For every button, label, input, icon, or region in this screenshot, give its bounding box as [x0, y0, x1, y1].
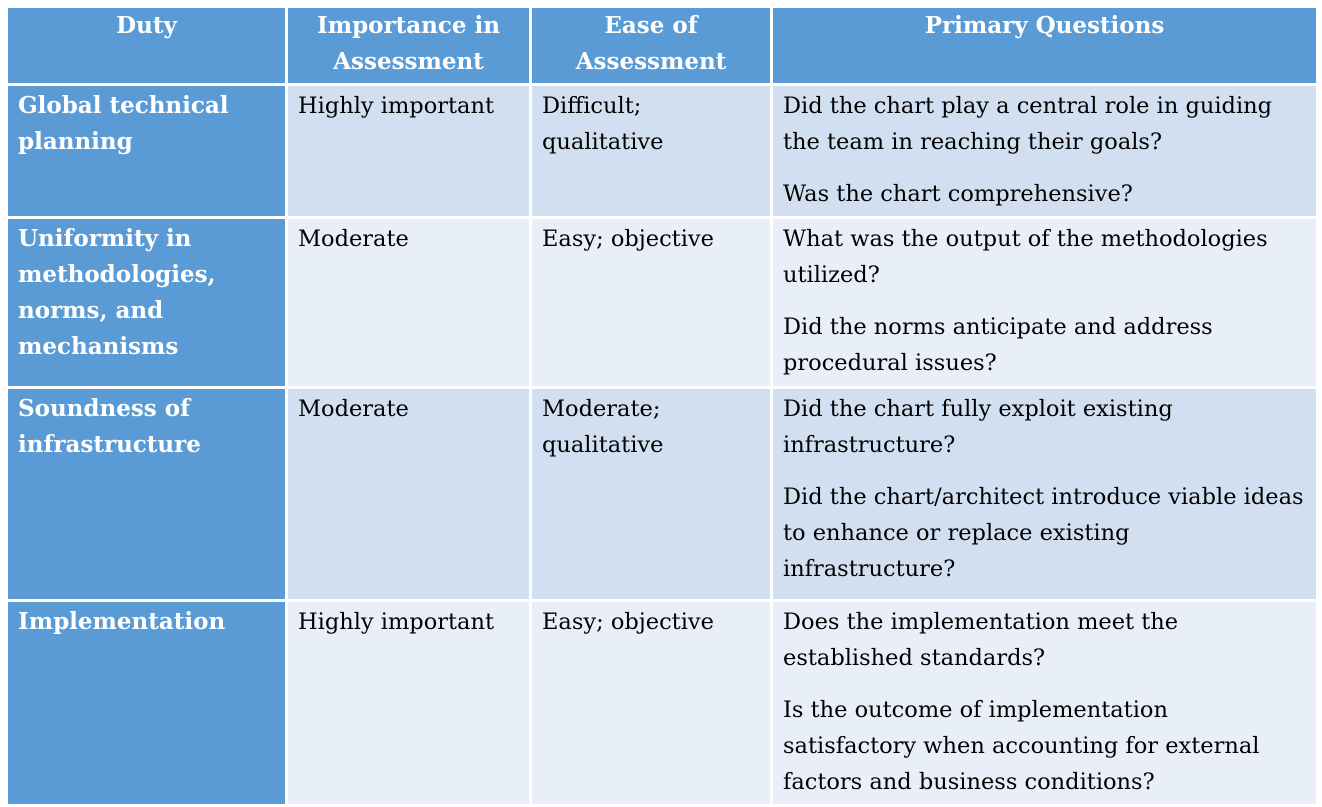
importance-cell: Moderate [287, 218, 531, 388]
question-text: What was the output of the methodologies utilized? [783, 226, 1268, 288]
duty-cell: Global technical planning [7, 85, 287, 218]
questions-cell [772, 85, 1318, 218]
duty-cell: Uniformity in methodologies, norms, and mechanisms [7, 218, 287, 388]
header-importance: Importance in Assessment [287, 7, 531, 85]
table-row [7, 388, 1318, 601]
duty-cell: Soundness of infrastructure [7, 388, 287, 601]
table-row [7, 218, 1318, 388]
ease-cell: Difficult; qualitative [531, 85, 772, 218]
question-text: Was the chart comprehensive? [783, 181, 1133, 207]
ease-cell: Moderate; qualitative [531, 388, 772, 601]
question-text: Did the norms anticipate and address procedural issues? [783, 314, 1213, 376]
questions-cell [772, 601, 1318, 806]
header-primary-questions: Primary Questions [772, 7, 1318, 85]
table-header-row [7, 7, 1318, 85]
assessment-table-container [5, 5, 1316, 807]
assessment-table [5, 5, 1319, 807]
question-text: Is the outcome of implementation satisfactory when accounting for external factors and business conditions? [783, 697, 1260, 795]
importance-cell: Highly important [287, 85, 531, 218]
table-row [7, 601, 1318, 806]
importance-cell: Moderate [287, 388, 531, 601]
table-row [7, 85, 1318, 218]
ease-cell: Easy; objective [531, 601, 772, 806]
importance-cell: Highly important [287, 601, 531, 806]
question-text: Did the chart/architect introduce viable ideas to enhance or replace existing infrastructure? [783, 484, 1304, 582]
ease-cell: Easy; objective [531, 218, 772, 388]
questions-cell [772, 388, 1318, 601]
header-duty: Duty [7, 7, 287, 85]
question-text: Did the chart play a central role in guiding the team in reaching their goals? [783, 93, 1273, 155]
question-text: Did the chart fully exploit existing infrastructure? [783, 396, 1173, 458]
header-ease: Ease of Assessment [531, 7, 772, 85]
duty-cell: Implementation [7, 601, 287, 806]
questions-cell [772, 218, 1318, 388]
question-text: Does the implementation meet the established standards? [783, 609, 1179, 671]
